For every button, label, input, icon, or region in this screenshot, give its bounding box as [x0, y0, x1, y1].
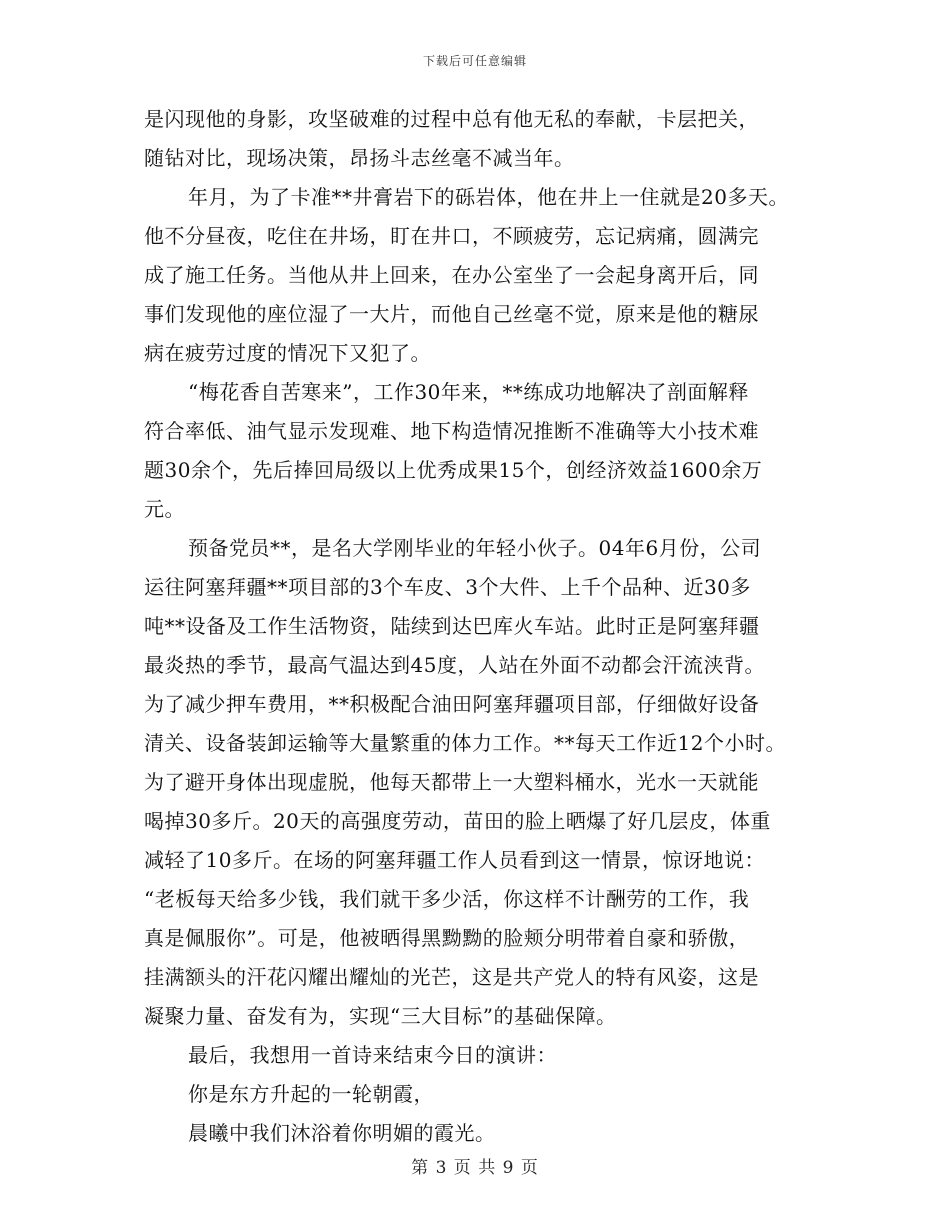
paragraph-start-line: “梅花香自苦寒来”，工作30年来，**练成功地解决了剖面解释 [188, 380, 749, 404]
text-line: 运往阿塞拜疆**项目部的3个车皮、3个大件、上千个品种、近30多 [144, 575, 751, 599]
paragraph-start-line: 最后，我想用一首诗来结束今日的演讲： [188, 1043, 557, 1067]
text-line: 减轻了10多斤。在场的阿塞拜疆工作人员看到这一情景，惊讶地说： [144, 848, 765, 872]
paragraph-start-line: 年月，为了卡准**井膏岩下的砾岩体，他在井上一住就是20多天。 [188, 185, 789, 209]
text-line: 元。 [144, 497, 185, 521]
text-line: 凝聚力量、奋发有为，实现“三大目标”的基础保障。 [144, 1004, 617, 1028]
text-line: 符合率低、油气显示发现难、地下构造情况推断不准确等大小技术难 [144, 419, 759, 443]
paragraph-start-line: 预备党员**，是名大学刚毕业的年轻小伙子。04年6月份，公司 [188, 536, 762, 560]
text-line: 是闪现他的身影，攻坚破难的过程中总有他无私的奉献，卡层把关， [144, 107, 759, 131]
poem-line: 晨曦中我们沐浴着你明媚的霞光。 [188, 1121, 496, 1145]
text-line: 成了施工任务。当他从井上回来，在办公室坐了一会起身离开后，同 [144, 263, 759, 287]
text-line: 题30余个，先后捧回局级以上优秀成果15个，创经济效益1600余万 [144, 458, 763, 482]
text-line: 他不分昼夜，吃住在井场，盯在井口，不顾疲劳，忘记病痛，圆满完 [144, 224, 759, 248]
page-number-footer: 第 3 页 共 9 页 [411, 1158, 539, 1178]
text-line: 随钻对比，现场决策，昂扬斗志丝毫不减当年。 [144, 146, 575, 170]
text-line: 喝掉30多斤。20天的高强度劳动，苗田的脸上晒爆了好几层皮，体重 [144, 809, 771, 833]
text-line: 为了减少押车费用，**积极配合油田阿塞拜疆项目部，仔细做好设备 [144, 692, 760, 716]
text-line: 为了避开身体出现虚脱，他每天都带上一大塑料桶水，光水一天就能 [144, 770, 759, 794]
text-line: 清关、设备装卸运输等大量繁重的体力工作。**每天工作近12个小时。 [144, 731, 786, 755]
text-line: 事们发现他的座位湿了一大片，而他自己丝毫不觉，原来是他的糖尿 [144, 302, 759, 326]
text-line: “老板每天给多少钱，我们就干多少活，你这样不计酬劳的工作，我 [144, 887, 750, 911]
text-line: 真是佩服你”。可是，他被晒得黑黝黝的脸颊分明带着自豪和骄傲， [144, 926, 750, 950]
text-line: 吨**设备及工作生活物资，陆续到达巴库火车站。此时正是阿塞拜疆 [144, 614, 760, 638]
text-line: 病在疲劳过度的情况下又犯了。 [144, 341, 431, 365]
text-line: 最炎热的季节，最高气温达到45度，人站在外面不动都会汗流浃背。 [144, 653, 765, 677]
document-body [144, 100, 824, 1153]
text-line: 挂满额头的汗花闪耀出耀灿的光芒，这是共产党人的特有风姿，这是 [144, 965, 759, 989]
poem-line: 你是东方升起的一轮朝霞， [188, 1082, 434, 1106]
page-header: 下载后可任意编辑 [422, 54, 527, 68]
